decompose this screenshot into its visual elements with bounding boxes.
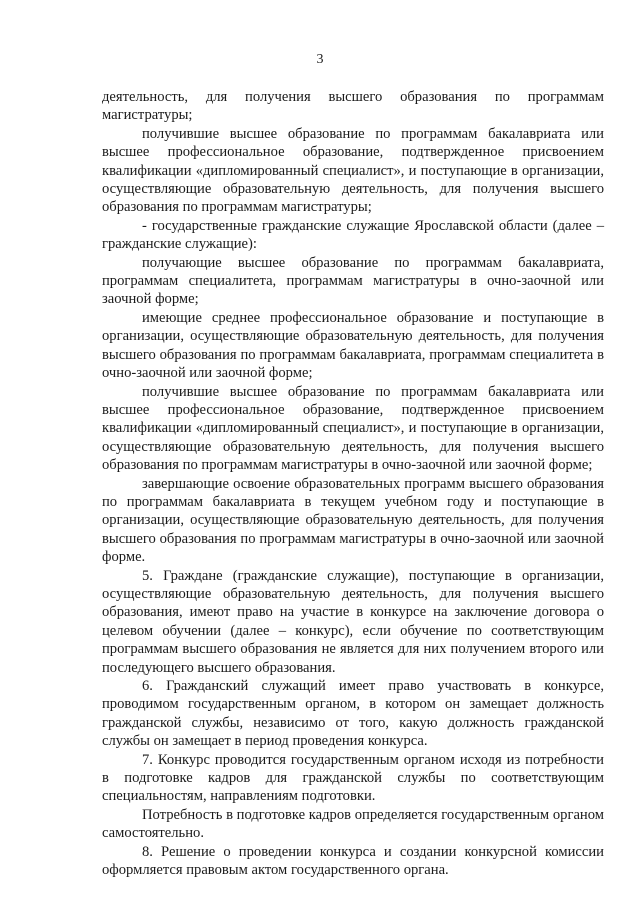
paragraph: получающие высшее образование по программам бакалавриата, программам специалитета, программам магистратуры в очно-заочной или заочной форме; bbox=[102, 254, 604, 308]
paragraph-item-7: 7. Конкурс проводится государственным органом исходя из потребности в подготовке кадров для гражданской службы по соответствующим специальностям, направлениям подготовки. bbox=[102, 751, 604, 805]
paragraph: получившие высшее образование по программам бакалавриата или высшее профессиональное образование, подтвержденное присвоением квалификации «дипломированный специалист», и поступающие в организации, осуществляющие образовательную деятельность, для получения высшего образования по программам магистратуры; bbox=[102, 125, 604, 216]
paragraph: завершающие освоение образовательных программ высшего образования по программам бакалавриата в текущем учебном году и поступающие в организации, осуществляющие образовательную деятельность, для получения высшего образования по программам магистратуры в очно-заочной или заочной форме. bbox=[102, 475, 604, 566]
paragraph-item-8: 8. Решение о проведении конкурса и создании конкурсной комиссии оформляется правовым актом государственного органа. bbox=[102, 843, 604, 879]
paragraph: Потребность в подготовке кадров определяется государственным органом самостоятельно. bbox=[102, 806, 604, 842]
paragraph: получившие высшее образование по программам бакалавриата или высшее профессиональное образование, подтвержденное присвоением квалификации «дипломированный специалист», и поступающие в организации, осуществляющие образовательную деятельность, для получения высшего образования по программам магистратуры в очно-заочной или заочной форме; bbox=[102, 383, 604, 474]
paragraph: имеющие среднее профессиональное образование и поступающие в организации, осуществляющие образовательную деятельность, для получения высшего образования по программам бакалавриата, программам специалитета в очно-заочной или заочной форме; bbox=[102, 309, 604, 382]
paragraph-continuation: деятельность, для получения высшего образования по программам магистратуры; bbox=[102, 89, 604, 124]
page-number: 3 bbox=[316, 52, 324, 67]
document-body bbox=[102, 88, 604, 879]
paragraph-item-6: 6. Гражданский служащий имеет право участвовать в конкурсе, проводимом государственным органом, в котором он замещает должность гражданской службы, независимо от того, какую должность гражданской службы он замещает в период проведения конкурса. bbox=[102, 678, 604, 750]
paragraph-item-5: 5. Граждане (гражданские служащие), поступающие в организации, осуществляющие образовательную деятельность, для получения высшего образования, имеют право на участие в конкурсе на заключение договора о целевом обучении (далее – конкурс), если обучение по соответствующим программам высшего образования не является для них получением второго или последующего высшего образования. bbox=[102, 567, 604, 676]
paragraph: - государственные гражданские служащие Ярославской области (далее – гражданские служащие): bbox=[102, 217, 604, 253]
